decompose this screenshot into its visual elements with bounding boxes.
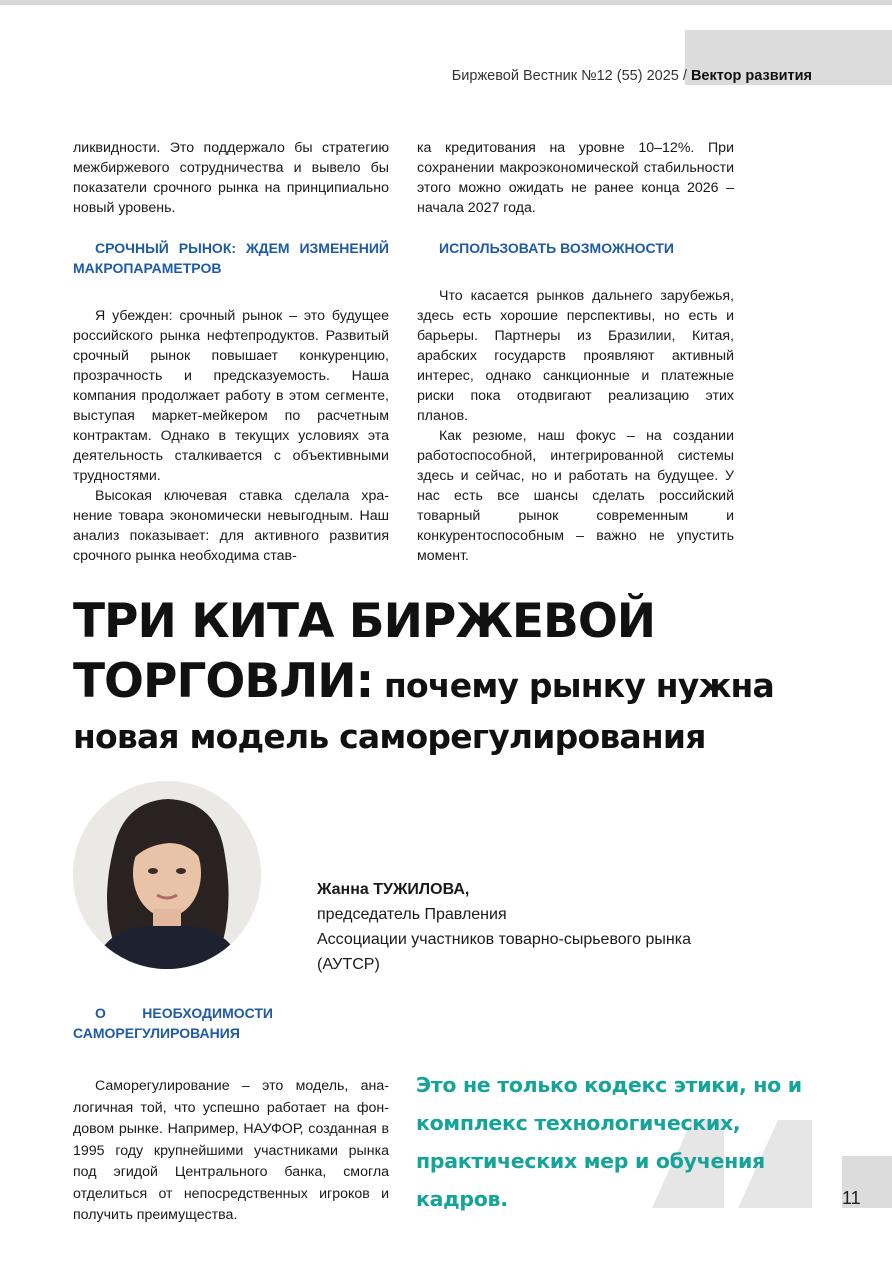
issue-label: Биржевой Вестник №12 (55) 2025 / [451, 68, 687, 84]
author-block [317, 877, 691, 977]
title-line-3: новая модель саморегулирования [73, 717, 706, 756]
author-org: Ассоциации участников товарно-сырьевого рынка [317, 931, 691, 948]
left-subhead: СРОЧНЫЙ РЫНОК: ЖДЕМ ИЗМЕНЕНИЙ МАКРОПАРАМЕТРОВ [73, 240, 389, 276]
right-intro: ка кредитования на уровне 10–12%. При сохранении макроэкономической стабильности этого можно ожидать не ранее конца 2026 – начала 2027 года. [417, 140, 734, 216]
section-label: Вектор развития [690, 68, 812, 84]
running-header [452, 68, 812, 84]
author-avatar [73, 781, 261, 969]
top-rule [0, 0, 892, 5]
title-line-2-big: ТОРГОВЛИ: [73, 654, 374, 709]
left-paragraph-1: Я убежден: срочный рынок – это будущее российского рынка нефтепродуктов. Развитый срочный рынок повышает конкуренцию, прозрачность и предсказуемость. Наша компания продолжает работу в этом сегменте, выступая маркет-мейкером по расчетным контрактам. Однако в текущих условиях эта деятельность сталкивается с объективными трудностями. [73, 308, 389, 484]
article-title [73, 592, 833, 762]
pull-quote: Это не только кодекс этики, но и комплекс технологических, практических мер и обучения кадров. [416, 1073, 802, 1211]
left-column [73, 138, 389, 566]
author-role: председатель Правления [317, 906, 507, 923]
right-paragraph-1: Что касается рынков дальнего зарубежья, здесь есть хорошие перспективы, но есть и барьеры. Партнеры из Бразилии, Китая, арабских государств проявляют активный интерес, однако санкционные и платежные риски пока отодвигают реализацию этих планов. [417, 288, 734, 424]
bottom-subhead: О НЕОБХОДИМОСТИ САМОРЕГУЛИРОВАНИЯ [73, 1005, 273, 1041]
title-line-1: ТРИ КИТА БИРЖЕВОЙ [73, 594, 656, 649]
author-name: Жанна ТУЖИЛОВА, [317, 881, 470, 898]
bottom-paragraph-1: Саморегулирование – это модель, аналогичная той, что успешно работает на фондовом рынке. Например, НАУФОР, созданная в 1995 году крупнейшими участниками рынка под эгидой Центрального банка, смогла отделиться от непосредственных игроков и получить преимущества. [73, 1078, 389, 1223]
right-subhead: ИСПОЛЬЗОВАТЬ ВОЗМОЖНОСТИ [439, 240, 674, 256]
author-abbr: (АУТСР) [317, 956, 380, 973]
portrait-illustration [73, 781, 261, 969]
title-line-2-small: почему рынку нужна [373, 666, 775, 705]
bottom-left-column [73, 1003, 389, 1227]
right-paragraph-2: Как резюме, наш фокус – на создании работоспособной, интегрированной системы здесь и сейчас, но и работать на будущее. У нас есть все шансы сделать российский товарный рынок современным и конкурентоспособным – важно не упустить момент. [417, 428, 734, 564]
right-column [417, 138, 734, 566]
page-number: 11 [842, 1188, 861, 1208]
left-paragraph-2: Высокая ключевая ставка сделала хранение товара экономически невыгодным. Наш анализ показывает: для активного развития срочного рынка необходима став- [73, 488, 389, 564]
left-intro: ликвидности. Это поддержало бы стратегию межбиржевого сотрудничества и вывело бы показатели срочного рынка на принципиально новый уровень. [73, 140, 389, 216]
